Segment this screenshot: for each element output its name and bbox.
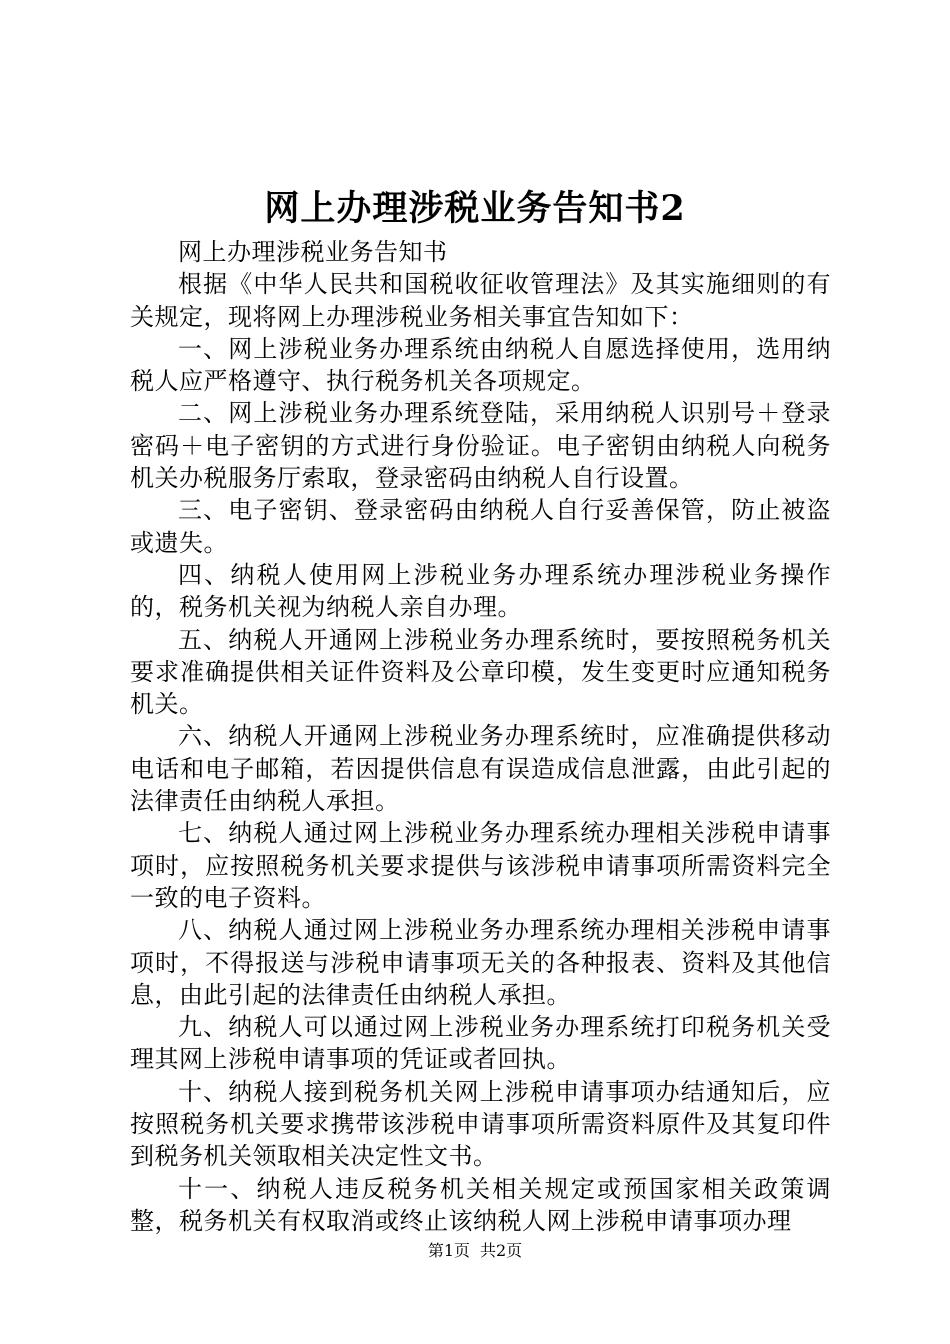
paragraph-item-5: 五、纳税人开通网上涉税业务办理系统时，要按照税务机关要求准确提供相关证件资料及公章印模，发生变更时应通知税务机关。 bbox=[130, 625, 831, 719]
paragraph-intro: 根据《中华人民共和国税收征收管理法》及其实施细则的有关规定，现将网上办理涉税业务相关事宜告知如下： bbox=[130, 270, 831, 331]
paragraph-item-2: 二、网上涉税业务办理系统登陆，采用纳税人识别号＋登录密码＋电子密钥的方式进行身份验证。电子密钥由纳税人向税务机关办税服务厅索取，登录密码由纳税人自行设置。 bbox=[130, 399, 831, 493]
paragraph-item-1: 一、网上涉税业务办理系统由纳税人自愿选择使用，选用纳税人应严格遵守、执行税务机关各项规定。 bbox=[130, 334, 831, 396]
paragraph-item-11: 十一、纳税人违反税务机关相关规定或预国家相关政策调整，税务机关有权取消或终止该纳税人网上涉税申请事项办理 bbox=[130, 1174, 831, 1235]
paragraph-item-9: 九、纳税人可以通过网上涉税业务办理系统打印税务机关受理其网上涉税申请事项的凭证或者回执。 bbox=[130, 1013, 831, 1074]
page-footer bbox=[0, 1240, 950, 1262]
document-body bbox=[130, 236, 831, 1237]
page-number: 第1页 bbox=[427, 1241, 470, 1260]
paragraph-item-7: 七、纳税人通过网上涉税业务办理系统办理相关涉税申请事项时，应按照税务机关要求提供与该涉税申请事项所需资料完全一致的电子资料。 bbox=[130, 819, 831, 912]
document-title: 网上办理涉税业务告知书2 bbox=[264, 188, 686, 229]
paragraph-item-6: 六、纳税人开通网上涉税业务办理系统时，应准确提供移动电话和电子邮箱，若因提供信息有误造成信息泄露，由此引起的法律责任由纳税人承担。 bbox=[130, 722, 831, 816]
paragraph-item-4: 四、纳税人使用网上涉税业务办理系统办理涉税业务操作的，税务机关视为纳税人亲自办理。 bbox=[130, 560, 831, 622]
page-total: 共2页 bbox=[480, 1241, 523, 1260]
paragraph-heading: 网上办理涉税业务告知书 bbox=[178, 238, 448, 266]
paragraph-item-3: 三、电子密钥、登录密码由纳税人自行妥善保管，防止被盗或遗失。 bbox=[130, 496, 831, 557]
paragraph-item-8: 八、纳税人通过网上涉税业务办理系统办理相关涉税申请事项时，不得报送与涉税申请事项无关的各种报表、资料及其他信息，由此引起的法律责任由纳税人承担。 bbox=[130, 916, 831, 1009]
paragraph-item-10: 十、纳税人接到税务机关网上涉税申请事项办结通知后，应按照税务机关要求携带该涉税申请事项所需资料原件及其复印件到税务机关领取相关决定性文书。 bbox=[130, 1077, 831, 1171]
